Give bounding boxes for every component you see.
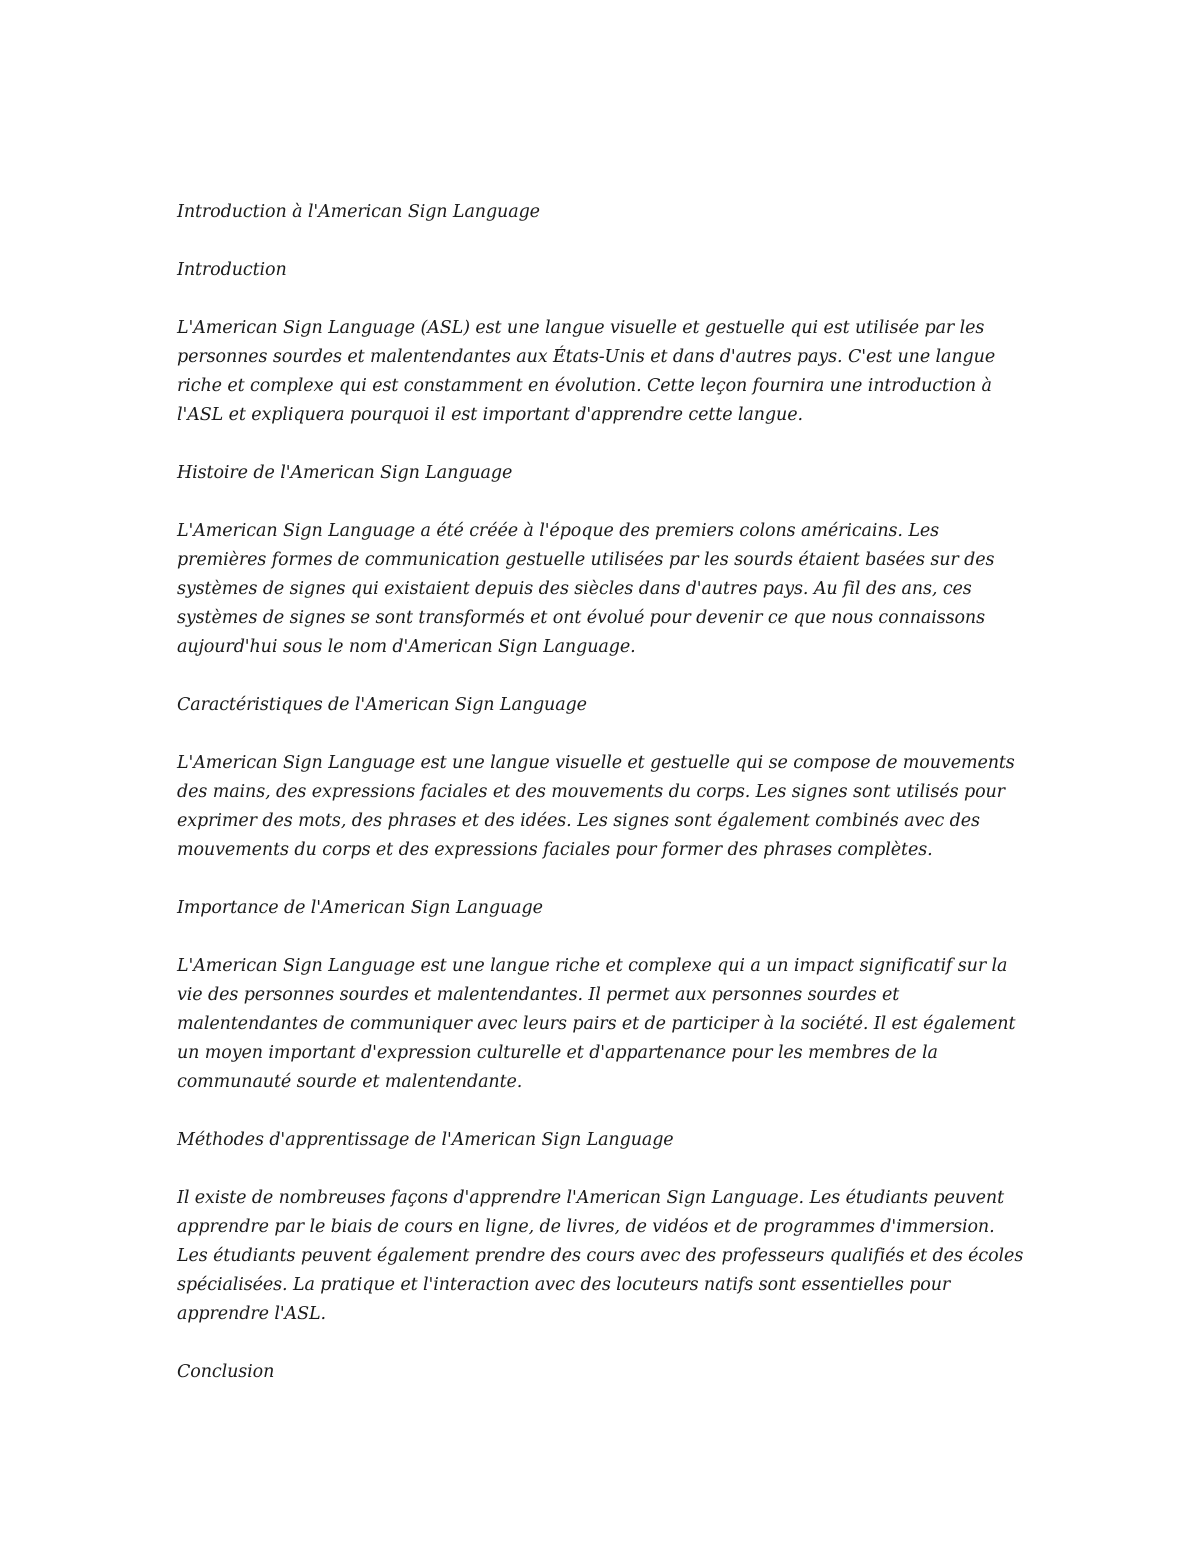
- paragraph-line: exprimer des mots, des phrases et des idées. Les signes sont également combinés avec des: [177, 811, 980, 831]
- heading-conclusion: Conclusion: [177, 1362, 275, 1382]
- paragraph-line: L'American Sign Language a été créée à l'époque des premiers colons américains. Les: [177, 521, 939, 541]
- paragraph-line: vie des personnes sourdes et malentendantes. Il permet aux personnes sourdes et: [177, 985, 900, 1005]
- paragraph-line: premières formes de communication gestuelle utilisées par les sourds étaient basées sur des: [177, 550, 995, 570]
- paragraph-line: apprendre l'ASL.: [177, 1304, 326, 1324]
- paragraph-line: L'American Sign Language est une langue visuelle et gestuelle qui se compose de mouvements: [177, 753, 1015, 773]
- heading-history: Histoire de l'American Sign Language: [177, 463, 513, 483]
- paragraph-line: des mains, des expressions faciales et des mouvements du corps. Les signes sont utilisés pour: [177, 782, 1005, 802]
- paragraph-line: Les étudiants peuvent également prendre des cours avec des professeurs qualifiés et des écoles: [177, 1246, 1024, 1266]
- heading-features: Caractéristiques de l'American Sign Language: [177, 695, 587, 715]
- paragraph-line: malentendantes de communiquer avec leurs pairs et de participer à la société. Il est également: [177, 1014, 1016, 1034]
- paragraph-line: spécialisées. La pratique et l'interaction avec des locuteurs natifs sont essentielles pour: [177, 1275, 951, 1295]
- paragraph-line: apprendre par le biais de cours en ligne, de livres, de vidéos et de programmes d'immersion.: [177, 1217, 995, 1237]
- paragraph-line: personnes sourdes et malentendantes aux États-Unis et dans d'autres pays. C'est une langue: [177, 347, 996, 367]
- paragraph-line: L'American Sign Language est une langue riche et complexe qui a un impact significatif sur la: [177, 956, 1008, 976]
- document-body: [177, 198, 1037, 1416]
- paragraph-line: un moyen important d'expression culturelle et d'appartenance pour les membres de la: [177, 1043, 938, 1063]
- paragraph-line: mouvements du corps et des expressions faciales pour former des phrases complètes.: [177, 840, 933, 860]
- paragraph-line: communauté sourde et malentendante.: [177, 1072, 523, 1092]
- paragraph-methods: [177, 1184, 1037, 1329]
- heading-introduction: Introduction: [177, 260, 287, 280]
- paragraph-line: l'ASL et expliquera pourquoi il est important d'apprendre cette langue.: [177, 405, 803, 425]
- paragraph-introduction: [177, 314, 1037, 430]
- heading-importance: Importance de l'American Sign Language: [177, 898, 543, 918]
- paragraph-features: [177, 749, 1037, 865]
- paragraph-line: systèmes de signes se sont transformés et ont évolué pour devenir ce que nous connaissons: [177, 608, 985, 628]
- paragraph-line: aujourd'hui sous le nom d'American Sign Language.: [177, 637, 636, 657]
- document-title: Introduction à l'American Sign Language: [177, 202, 540, 222]
- paragraph-importance: [177, 952, 1037, 1097]
- paragraph-line: Il existe de nombreuses façons d'apprendre l'American Sign Language. Les étudiants peuvent: [177, 1188, 1005, 1208]
- paragraph-line: systèmes de signes qui existaient depuis des siècles dans d'autres pays. Au fil des ans, ces: [177, 579, 972, 599]
- paragraph-line: riche et complexe qui est constamment en évolution. Cette leçon fournira une introduction à: [177, 376, 992, 396]
- paragraph-history: [177, 517, 1037, 662]
- heading-methods: Méthodes d'apprentissage de l'American Sign Language: [177, 1130, 674, 1150]
- paragraph-line: L'American Sign Language (ASL) est une langue visuelle et gestuelle qui est utilisée par les: [177, 318, 985, 338]
